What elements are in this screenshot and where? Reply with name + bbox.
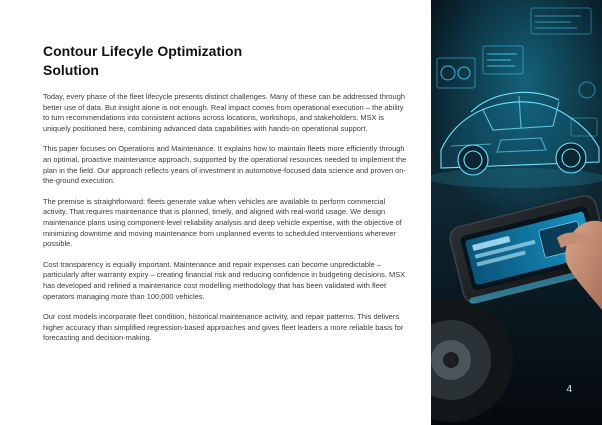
page-number: 4 — [566, 384, 572, 395]
paragraph-5: Our cost models incorporate fleet condition, historical maintenance activity, and repair patterns. This delivers higher accuracy than simplified regression-based approaches and gives fleet leaders a more reliable basis for forecasting and decision-making. — [43, 312, 404, 343]
title-line-2: Solution — [43, 62, 99, 78]
paragraph-4: Cost transparency is equally important. Maintenance and repair expenses can become unpredictable – particularly after warranty expiry – creating financial risk and reducing confidence in budgeting decisions. MSX has developed and refined a maintenance cost modelling methodology that has been validated with fleet operators managing more than 100,000 vehicles. — [43, 259, 406, 301]
page-title — [43, 42, 411, 80]
title-line-1: Contour Lifecyle Optimization — [43, 43, 243, 59]
paragraph-3: The premise is straightforward: fleets generate value when vehicles are available to perform commercial activity. That requires maintenance that is planned, timely, and aligned with real-world usage. We design maintenance plans using component-level reliability analysis and deep vehicle expertise, with the objective of minimizing downtime and moving maintenance from unplanned events to scheduled interventions wherever possible. — [43, 196, 402, 249]
paragraph-2: This paper focuses on Operations and Maintenance. It explains how to maintain fleets more efficiently through an optimal, proactive maintenance approach, supported by the operational resources needed to implement the plan in the field. Our approach reflects years of investment in automotive-focused data science and proven on-the-ground execution. — [43, 144, 407, 186]
text-column — [43, 42, 411, 354]
hero-illustration — [431, 0, 602, 425]
paragraph-1: Today, every phase of the fleet lifecycle presents distinct challenges. Many of these can be addressed through better use of data. But insight alone is not enough. Real impact comes from operational execution – the ability to turn recommendations into consistent actions across locations, workshops, and stakeholders. MSX is uniquely positioned here, combining advanced data capabilities with hands-on operational support. — [43, 92, 405, 133]
floor-reflection — [431, 168, 602, 188]
hero-image — [431, 0, 602, 425]
